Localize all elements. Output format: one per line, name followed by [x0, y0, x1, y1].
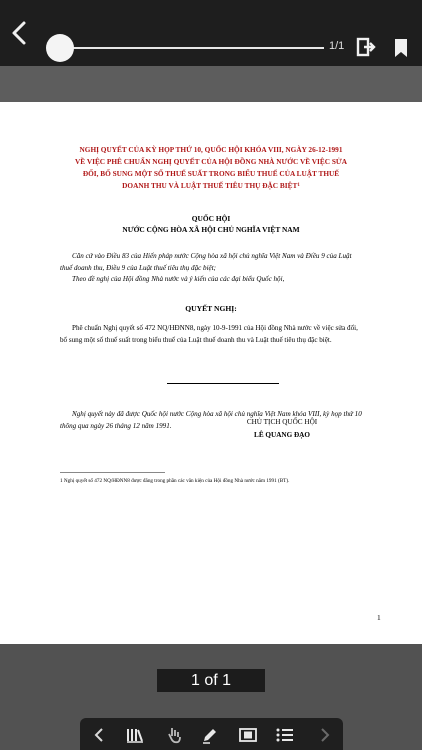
back-icon[interactable] — [8, 19, 32, 47]
title-line: ĐỔI, BỔ SUNG MỘT SỐ THUẾ SUẤT TRONG BIỂU THUẾ CỦA LUẬT THUẾ — [82, 169, 340, 178]
next-page-icon[interactable] — [314, 725, 334, 745]
library-icon[interactable] — [125, 725, 145, 745]
resolution-paragraph: Phê chuẩn Nghị quyết số 472 NQ/HĐNN8, ngày 10-9-1991 của Hội đồng Nhà nước về việc sửa đổi, bổ sung một số thuế suất trong biểu thuế của Luật thuế doanh thu và Luật thuế tiêu thụ đặc biệt. — [60, 324, 358, 344]
signer-title: CHỦ TỊCH QUỐC HỘI — [246, 418, 318, 426]
outline-list-icon[interactable] — [275, 725, 295, 745]
footnote-rule — [60, 472, 165, 473]
title-line: NGHỊ QUYẾT CỦA KỲ HỌP THỨ 10, QUỐC HỘI KHÓA VIII, NGÀY 26-12-1991 — [79, 145, 343, 154]
page-indicator: 1 of 1 — [157, 669, 265, 692]
preamble-paragraph: Căn cứ vào Điều 83 của Hiến pháp nước Cộng hòa xã hội chủ nghĩa Việt Nam và Điều 9 của Luật thuế doanh thu, Điều 9 của Luật thuế tiêu thụ đặc biệt; — [60, 252, 352, 272]
signer-name: LÊ QUANG ĐẠO — [254, 431, 310, 439]
top-toolbar — [0, 0, 422, 66]
preamble-paragraph: Theo đề nghị của Hội đồng Nhà nước và ý kiến của các đại biểu Quốc hội, — [72, 275, 285, 283]
bottom-toolbar — [80, 718, 343, 750]
resolve-heading: QUYẾT NGHỊ: — [185, 304, 237, 313]
annotate-pen-icon[interactable] — [200, 725, 220, 745]
page-number: 1 — [377, 613, 381, 622]
hand-tool-icon[interactable] — [164, 725, 184, 745]
page-count: 1/1 — [329, 40, 345, 52]
export-icon[interactable] — [356, 37, 376, 57]
bookmark-icon[interactable] — [393, 38, 409, 58]
prev-page-icon[interactable] — [90, 725, 110, 745]
footnote-text: 1 Nghị quyết số 472 NQ/HĐNN8 được đăng trong phần các văn kiện của Hội đồng Nhà nước năm 1991 (BT). — [60, 478, 290, 484]
document-title — [50, 144, 372, 192]
footnote-mark: 1 — [297, 183, 300, 188]
document-page — [0, 102, 422, 644]
page-scrubber-track[interactable] — [52, 47, 324, 49]
title-line: DOANH THU VÀ LUẬT THUẾ TIÊU THỤ ĐẶC BIỆT$^1$ — [122, 181, 300, 190]
issuing-authority: QUỐC HỘI — [191, 214, 231, 223]
title-line: VỀ VIỆC PHÊ CHUẨN NGHỊ QUYẾT CỦA HỘI ĐỒNG NHÀ NƯỚC VỀ VIỆC SỬA — [75, 157, 347, 166]
divider-line — [167, 383, 279, 384]
closing-paragraph: Nghị quyết này đã được Quốc hội nước Cộng hòa xã hội chủ nghĩa Việt Nam khóa VIII, kỳ họp thứ 10 thông qua ngày 26 tháng 12 năm 1991. — [60, 410, 362, 430]
filmstrip-icon[interactable] — [238, 725, 258, 745]
page-margin-top — [0, 66, 422, 102]
page-scrubber-knob[interactable] — [46, 34, 74, 62]
country-name: NƯỚC CỘNG HÒA XÃ HỘI CHỦ NGHĨA VIỆT NAM — [122, 225, 300, 234]
